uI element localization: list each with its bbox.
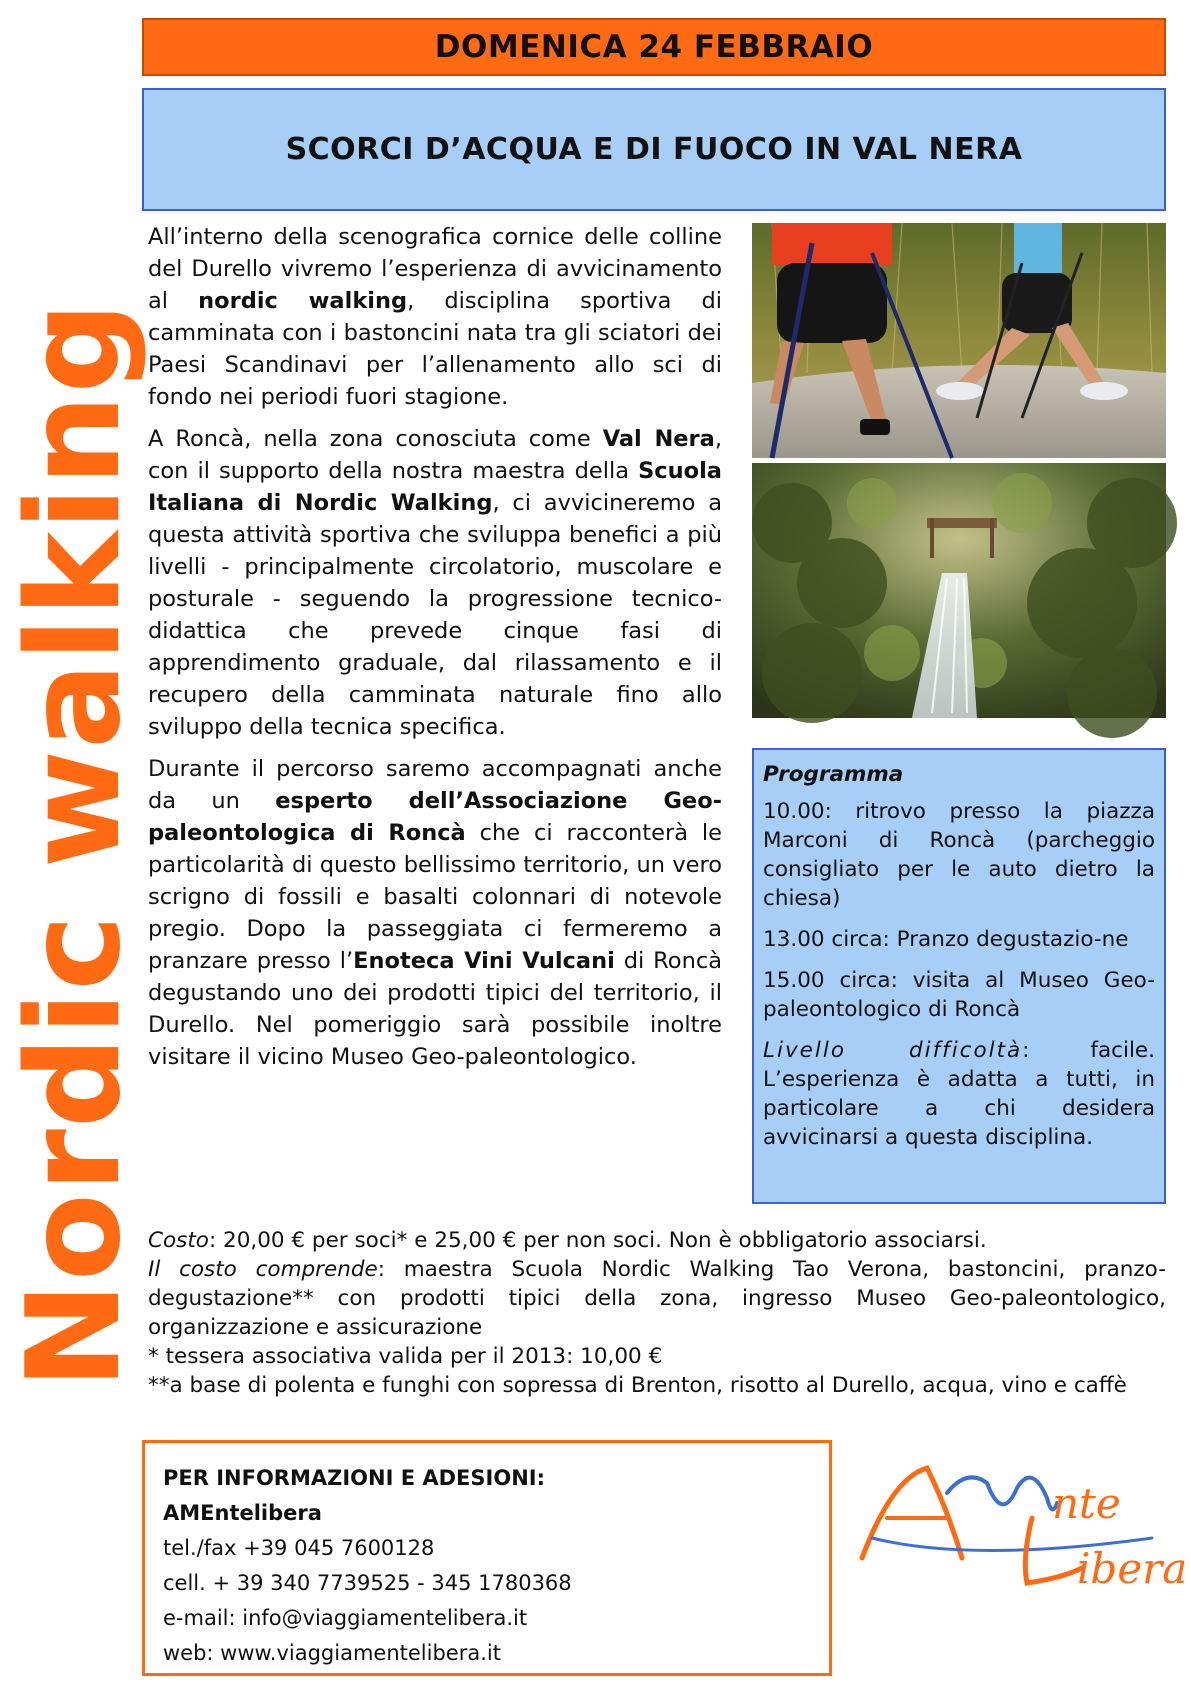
comprende-label: Il costo comprende <box>148 1257 378 1282</box>
p2-text-a: A Roncà, nella zona conosciuta come <box>148 426 603 452</box>
p3-bold-enoteca: Enoteca Vini Vulcani <box>353 948 615 974</box>
info-tel: tel./fax +39 045 7600128 <box>163 1536 435 1560</box>
side-title-nordic-walking: Nordic walking <box>0 300 149 1390</box>
p3-text-a: Durante il percorso saremo accompagnati anche da un <box>148 756 722 814</box>
info-heading: PER INFORMAZIONI E ADESIONI: <box>163 1466 545 1490</box>
cost-section <box>148 1226 1166 1400</box>
p2-text-e: , ci avvicineremo a questa attività sportiva che sviluppa benefici a più livelli - principalmente circolatorio, muscolare e posturale - seguendo la progressione tecnico-didattica che prevede cinque fasi di apprendimento graduale, dal rilassamento e il recupero della camminata naturale fino allo sviluppo della tecnica specifica. <box>148 490 722 740</box>
livello-label: Livello difficoltà <box>763 1038 1023 1063</box>
photo-nordic-walkers <box>752 223 1166 458</box>
programma-item-2: 13.00 circa: Pranzo degustazio-ne <box>763 927 1129 952</box>
event-date: DOMENICA 24 FEBBRAIO <box>434 29 874 65</box>
logo-text-nte: nte <box>1052 1479 1121 1528</box>
amentelibera-logo <box>852 1448 1188 1598</box>
info-web[interactable]: web: www.viaggiamentelibera.it <box>163 1641 501 1665</box>
info-org: AMEntelibera <box>163 1501 322 1525</box>
p2-text-c: , con il supporto della nostra maestra della <box>148 426 722 484</box>
p3-bold-esperto: esperto dell’Associazione Geo-paleontologica di Roncà <box>148 788 722 846</box>
p1-text-c: , disciplina sportiva di camminata con i bastoncini nata tra gli sciatori dei Paesi Scandinavi per l’allenamento allo sci di fondo nei periodi fuori stagione. <box>148 288 722 410</box>
p1-bold-nordic-walking: nordic walking <box>198 288 408 314</box>
p3-text-e: di Roncà degustando uno dei prodotti tipici del territorio, il Durello. Nel pomeriggio sarà possibile inoltre visitare il vicino Museo Geo-paleontologico. <box>148 948 722 1070</box>
p1-text-a: All’interno della scenografica cornice delle colline del Durello vivremo l’esperienza di avvicinamento al <box>148 224 722 314</box>
livello-text: : facile. L’esperienza è adatta a tutti, in particolare a chi desidera avvicinarsi a questa disciplina. <box>763 1038 1155 1150</box>
event-title: SCORCI D’ACQUA E DI FUOCO IN VAL NERA <box>285 132 1023 167</box>
p3-text-c: che ci racconterà le particolarità di questo bellissimo territorio, un vero scrigno di fossili e basalti colonnari di notevole pregio. Dopo la passeggiata ci fermeremo a pranzare presso l’ <box>148 820 722 974</box>
p2-bold-scuola: Scuola Italiana di Nordic Walking <box>148 458 722 516</box>
event-title-box <box>142 88 1166 211</box>
programma-title: Programma <box>763 762 904 787</box>
logo-graphic <box>852 1448 1188 1598</box>
comprende-text: : maestra Scuola Nordic Walking Tao Verona, bastoncini, pranzo-degustazione** con prodotti tipici della zona, ingresso Museo Geo-paleontologico, organizzazione e assicurazione <box>148 1257 1166 1340</box>
info-box <box>142 1440 832 1676</box>
event-date-banner <box>142 18 1166 76</box>
programma-item-1: 10.00: ritrovo presso la piazza Marconi di Roncà (parcheggio consigliato per le auto dietro la chiesa) <box>763 799 1155 911</box>
p2-bold-val-nera: Val Nera <box>602 426 715 452</box>
note-tessera: * tessera associativa valida per il 2013: 10,00 € <box>148 1344 663 1369</box>
costo-label: Costo <box>148 1228 209 1253</box>
paragraph-3 <box>148 753 722 1073</box>
programma-box <box>752 748 1166 1204</box>
programma-livello <box>763 1036 1155 1152</box>
comprende-line <box>148 1255 1166 1342</box>
info-email[interactable]: e-mail: info@viaggiamentelibera.it <box>163 1606 528 1630</box>
paragraph-1 <box>148 221 722 413</box>
note-pranzo: **a base di polenta e funghi con sopressa di Brenton, risotto al Durello, acqua, vino e caffè <box>148 1373 1127 1398</box>
cost-line <box>148 1226 1166 1255</box>
paragraph-2 <box>148 423 722 743</box>
logo-text-ibera: ibera <box>1077 1544 1188 1593</box>
description-text <box>148 221 722 1083</box>
photo-waterfall <box>752 463 1166 718</box>
info-cell: cell. + 39 340 7739525 - 345 1780368 <box>163 1571 572 1595</box>
programma-item-3: 15.00 circa: visita al Museo Geo-paleontologico di Roncà <box>763 968 1155 1022</box>
costo-text: : 20,00 € per soci* e 25,00 € per non soci. Non è obbligatorio associarsi. <box>208 1228 987 1253</box>
